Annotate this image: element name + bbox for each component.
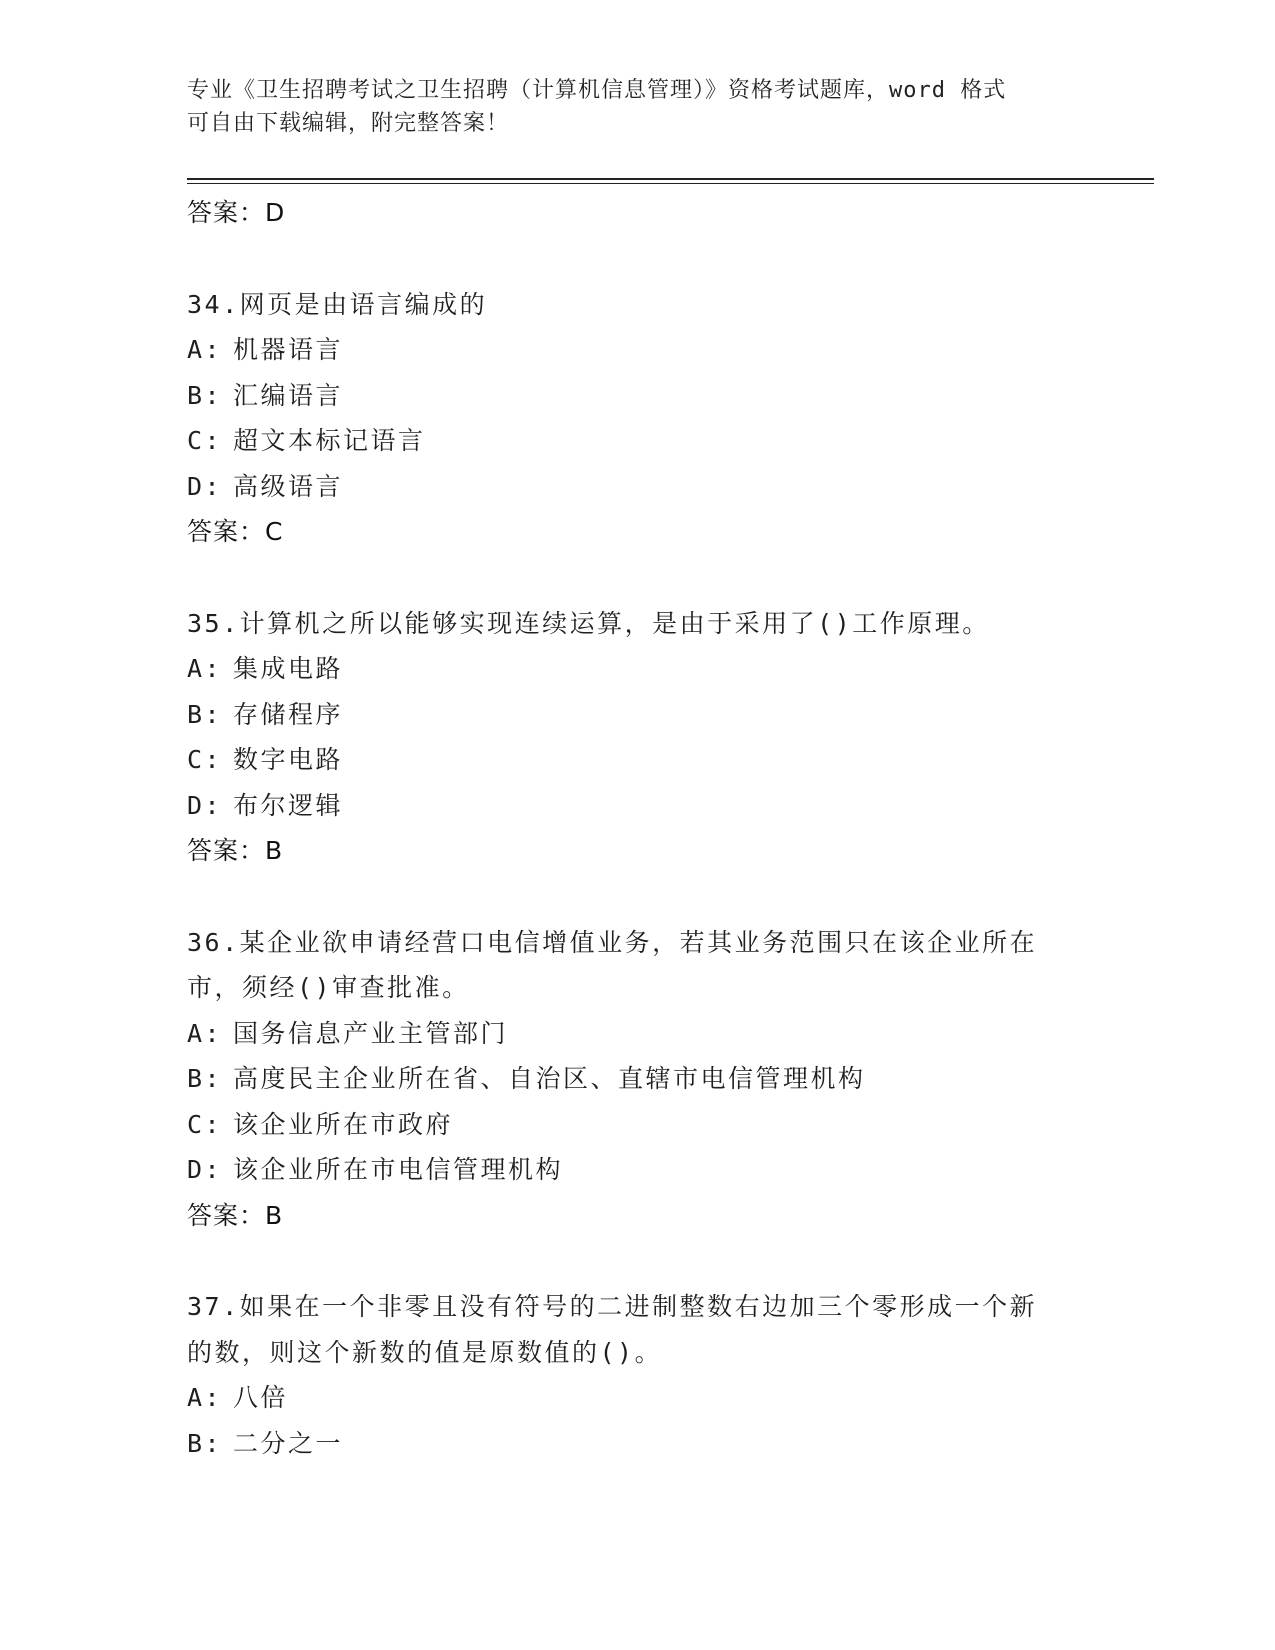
option-c: [187, 737, 1087, 783]
question-34: [187, 282, 1087, 555]
option-text: 该企业所在市政府: [233, 1109, 454, 1139]
option-a: [187, 327, 1087, 373]
option-label: B:: [187, 380, 223, 410]
option-label: A:: [187, 1018, 223, 1048]
option-text: 高级语言: [233, 471, 344, 501]
option-label: B:: [187, 1428, 223, 1458]
question-stem-line-1: 36.某企业欲申请经营口电信增值业务，若其业务范围只在该企业所在: [187, 927, 1038, 957]
option-text: 集成电路: [233, 654, 344, 683]
answer: 答案：C: [187, 517, 284, 546]
header-line-2: 可自由下载编辑，附完整答案！: [187, 111, 510, 136]
option-text: 国务信息产业主管部门: [233, 1018, 509, 1048]
answer: 答案：B: [187, 836, 284, 865]
option-label: A:: [187, 654, 223, 683]
option-d: [187, 783, 1087, 829]
answer: 答案：B: [187, 1200, 284, 1230]
option-b: [187, 1421, 1087, 1467]
header-rule-thick: [187, 178, 1154, 180]
option-b: [187, 373, 1087, 419]
question-stem-line-1: 37.如果在一个非零且没有符号的二进制整数右边加三个零形成一个新: [187, 1292, 1038, 1321]
option-text: 机器语言: [233, 335, 344, 364]
option-label: D:: [187, 1155, 223, 1184]
option-text: 二分之一: [233, 1428, 344, 1458]
option-a: [187, 1011, 1087, 1057]
option-d: [187, 464, 1087, 510]
option-text: 存储程序: [233, 699, 344, 729]
option-label: D:: [187, 790, 223, 820]
option-label: B:: [187, 1064, 223, 1093]
option-a: [187, 1375, 1087, 1421]
option-text: 汇编语言: [233, 380, 344, 410]
question-stem-line-2: 市，须经()审查批准。: [187, 973, 470, 1002]
option-label: D:: [187, 471, 223, 501]
option-d: [187, 1147, 1087, 1193]
option-label: B:: [187, 699, 223, 729]
option-b: [187, 692, 1087, 738]
option-text: 八倍: [233, 1383, 289, 1412]
option-label: A:: [187, 335, 223, 364]
question-stem-line-2: 的数，则这个新数的值是原数值的()。: [187, 1337, 663, 1367]
option-c: [187, 1102, 1087, 1148]
option-label: C:: [187, 426, 223, 455]
option-text: 数字电路: [233, 745, 344, 774]
option-label: A:: [187, 1383, 223, 1412]
option-label: C:: [187, 745, 223, 774]
previous-answer: 答案：D: [187, 198, 286, 227]
question-36: [187, 920, 1087, 1239]
option-c: [187, 418, 1087, 464]
option-text: 该企业所在市电信管理机构: [233, 1155, 564, 1184]
question-stem: 34.网页是由语言编成的: [187, 289, 488, 319]
question-list: [187, 190, 1087, 1466]
option-label: C:: [187, 1109, 223, 1139]
question-stem: 35.计算机之所以能够实现连续运算，是由于采用了()工作原理。: [187, 608, 990, 638]
option-b: [187, 1056, 1087, 1102]
header-rule-thin: [187, 183, 1154, 184]
document-header: [187, 74, 1067, 140]
option-text: 布尔逻辑: [233, 790, 344, 820]
question-35: [187, 601, 1087, 874]
option-a: [187, 646, 1087, 692]
question-37: [187, 1284, 1087, 1466]
option-text: 超文本标记语言: [233, 426, 426, 455]
header-line-1: 专业《卫生招聘考试之卫生招聘（计算机信息管理）》资格考试题库，word 格式: [187, 78, 1007, 103]
option-text: 高度民主企业所在省、自治区、直辖市电信管理机构: [233, 1064, 866, 1093]
